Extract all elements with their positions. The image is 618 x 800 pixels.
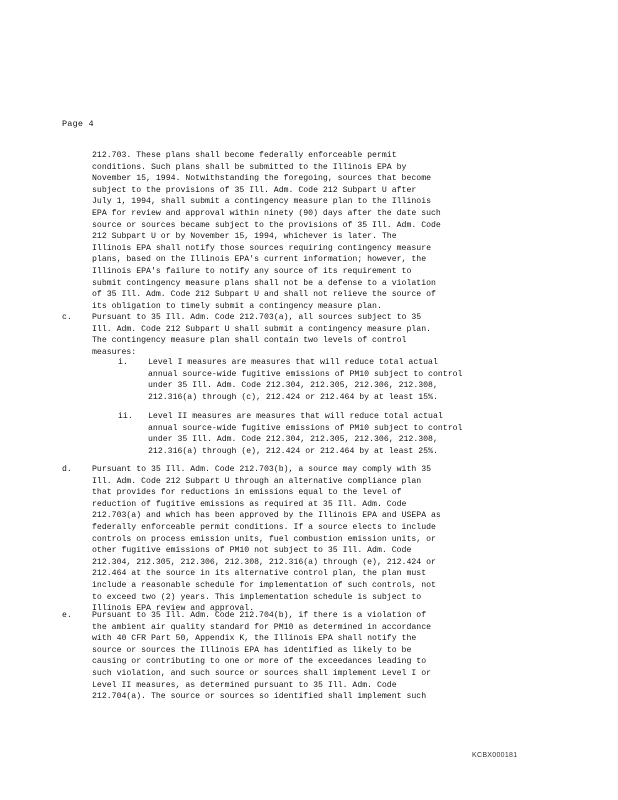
section-c-item-i-paragraph: Level I measures are measures that will reduce total actual annual source-wide fugitive emissions of PM10 subject to control under 35 Ill. Adm. Code 212.304, 212.305, 212.306, 212.308, 212.316(a) through (c), 212.424 or 212.464 by at least 15%. <box>148 358 463 402</box>
section-c-paragraph: Pursuant to 35 Ill. Adm. Code 212.703(a), all sources subject to 35 Ill. Adm. Code 212 Subpart U shall submit a contingency measure plan. The contingency measure plan shall contain two levels of control measures: <box>92 313 432 357</box>
section-c-item-i-marker: i. <box>118 358 128 367</box>
page-number-label: Page 4 <box>62 119 94 129</box>
section-c-item-ii-marker: ii. <box>118 412 133 421</box>
section-c-marker: c. <box>62 313 72 322</box>
bates-stamp: KCBX000181 <box>472 752 518 759</box>
section-e-marker: e. <box>62 611 72 620</box>
section-d-paragraph: Pursuant to 35 Ill. Adm. Code 212.703(b), a source may comply with 35 Ill. Adm. Code 212 Subpart U through an alternative compliance plan that provides for reductions in emissions equal to the level of reduction of fugitive emissions as required at 35 Ill. Adm. Code 212.703(a) and which has been approved by the Illinois EPA and USEPA as federally enforceable permit conditions. If a source elects to include controls on process emission units, fuel combustion emission units, or other fugitive emissions of PM10 not subject to 35 Ill. Adm. Code 212.304, 212.305, 212.306, 212.308, 212.316(a) through (e), 212.424 or 212.464 at the source in its alternative control plan, the plan must include a reasonable schedule for implementation of such controls, not to exceed two (2) years. This implementation schedule is subject to Illinois EPA review and approval. <box>92 465 441 614</box>
section-e-paragraph: Pursuant to 35 Ill. Adm. Code 212.704(b), if there is a violation of the ambient air quality standard for PM10 as determined in accordance with 40 CFR Part 50, Appendix K, the Illinois EPA shall notify the source or sources the Illinois EPA has identified as likely to be causing or contributing to one or more of the exceedances leading to such violation, and such source or sources shall implement Level I or Level II measures, as determined pursuant to 35 Ill. Adm. Code 212.704(a). The source or sources so identified shall implement such <box>92 611 432 702</box>
section-d-marker: d. <box>62 465 72 474</box>
intro-paragraph: 212.703. These plans shall become federally enforceable permit conditions. Such plans shall be submitted to the Illinois EPA by November 15, 1994. Notwithstanding the foregoing, sources that become subject to the provisions of 35 Ill. Adm. Code 212 Subpart U after July 1, 1994, shall submit a contingency measure plan to the Illinois EPA for review and approval within ninety (90) days after the date such source or sources became subject to the provisions of 35 Ill. Adm. Code 212 Subpart U or by November 15, 1994, whichever is later. The Illinois EPA shall notify those sources requiring contingency measure plans, based on the Illinois EPA's current information; however, the Illinois EPA's failure to notify any source of its requirement to submit contingency measure plans shall not be a defense to a violation of 35 Ill. Adm. Code 212 Subpart U and shall not relieve the source of its obligation to timely submit a contingency measure plan. <box>92 151 441 311</box>
section-c-item-ii-paragraph: Level II measures are measures that will reduce total actual annual source-wide fugitive emissions of PM10 subject to control under 35 Ill. Adm. Code 212.304, 212.305, 212.306, 212.308, 212.316(a) through (e), 212.424 or 212.464 by at least 25%. <box>148 412 463 456</box>
